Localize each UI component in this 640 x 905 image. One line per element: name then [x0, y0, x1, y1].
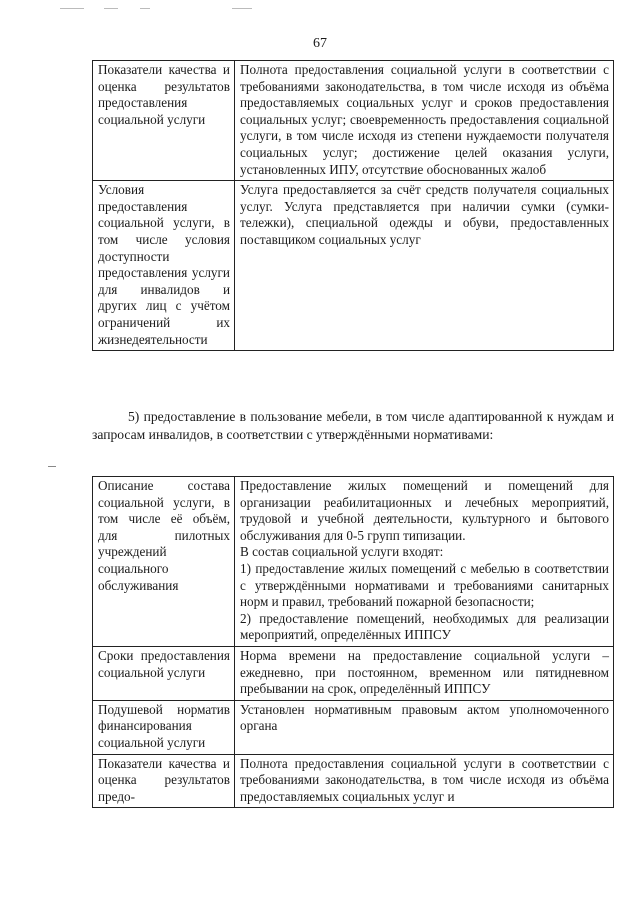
scan-noise — [232, 8, 252, 9]
table-row — [93, 477, 614, 647]
table-row — [93, 754, 614, 808]
row-label: Сроки предоставления социальной услуги — [93, 646, 235, 700]
row-value: Полнота предоставления социальной услуги в соответствии с требованиями законодательства, в том числе исходя из объёма предоставляемых социальных услуг и сроков предоставления социальных услуг; своевременность предоставления социальной услуги, в том числе исходя из степени нуждаемости получателя социальных услуг; достижение целей оказания услуги, установленных ИПУ, отсутствие обоснованных жалоб — [235, 61, 614, 181]
row-value: Полнота предоставления социальной услуги в соответствии с требованиями законодательства, в том числе исходя из объёма предоставляемых социальных услуг и — [235, 754, 614, 808]
table-row — [93, 646, 614, 700]
row-value: Норма времени на предоставление социальной услуги – ежедневно, при постоянном, временном или пятидневном пребывании на срок, определённый ИППСУ — [235, 646, 614, 700]
table-row — [93, 181, 614, 351]
section-paragraph: 5) предоставление в пользование мебели, в том числе адаптированной к нуждам и запросам инвалидов, в соответствии с утверждёнными нормативами: — [92, 409, 614, 442]
row-label: Показатели качества и оценка результатов предо- — [93, 754, 235, 808]
scan-mark — [48, 466, 56, 467]
value-line: 2) предоставление помещений, необходимых для реализации мероприятий, определённых ИППСУ — [240, 610, 609, 643]
value-line: Предоставление жилых помещений и помещений для организации реабилитационных и лечебных мероприятий, трудовой и учебной деятельности, культурного и бытового обслуживания для 0-5 групп типизации. — [240, 478, 609, 543]
value-line: В состав социальной услуги входят: — [240, 544, 444, 560]
row-value: Установлен нормативным правовым актом уполномоченного органа — [235, 700, 614, 754]
page-number: 67 — [313, 36, 327, 51]
row-label: Подушевой норматив финансирования социальной услуги — [93, 700, 235, 754]
row-label: Описание состава социальной услуги, в том числе её объём, для пилотных учреждений социального обслуживания — [93, 477, 235, 647]
row-value: Услуга предоставляется за счёт средств получателя социальных услуг. Услуга представляется при наличии сумки (сумки-тележки), специальной одежды и обуви, предоставленных поставщиком социальных услуг — [235, 181, 614, 351]
table-row — [93, 700, 614, 754]
row-label: Показатели качества и оценка результатов предоставления социальной услуги — [93, 61, 235, 181]
service-table-furniture — [92, 476, 614, 808]
scan-noise — [104, 8, 118, 9]
row-label: Условия предоставления социальной услуги, в том числе условия доступности предоставления услуги для инвалидов и других лиц с учётом ограничений их жизнедеятельности — [93, 181, 235, 351]
scan-noise — [60, 8, 84, 9]
scan-noise — [140, 8, 150, 9]
value-line: 1) предоставление жилых помещений с мебелью в соответствии с утверждёнными нормативами и требованиями санитарных норм и правил, требований пожарной безопасности; — [240, 560, 609, 610]
table-row — [93, 61, 614, 181]
row-value — [235, 477, 614, 647]
service-table-top — [92, 60, 614, 351]
